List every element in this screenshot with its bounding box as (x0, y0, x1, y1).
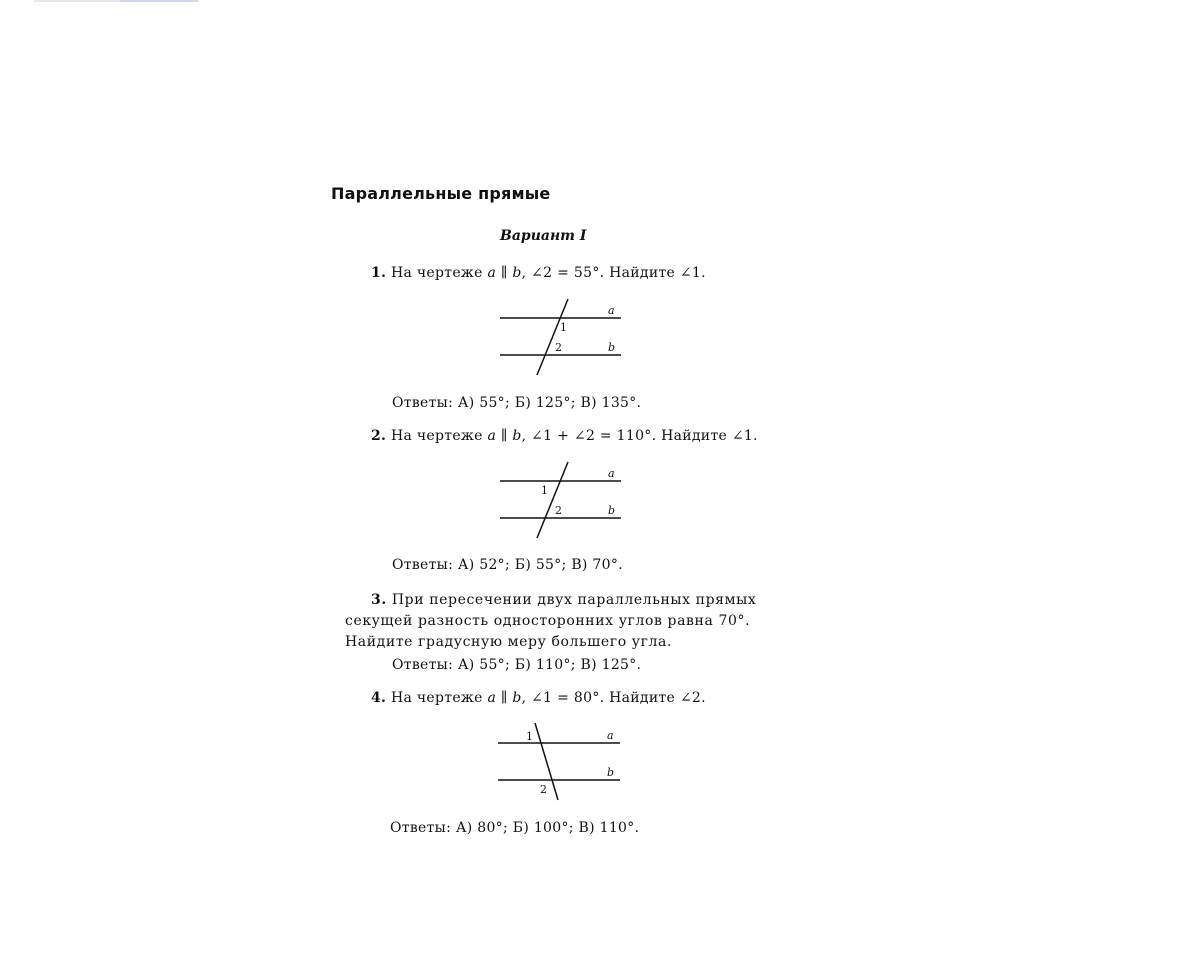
transversal (537, 462, 568, 538)
problem-2-statement (371, 428, 758, 444)
label-angle-1: 1 (526, 730, 533, 743)
parallel-sign: ∥ (496, 428, 513, 444)
problem-1-figure (495, 295, 625, 380)
variant-heading: Вариант I (500, 228, 587, 244)
problem-2-answers: Ответы: А) 52°; Б) 55°; В) 70°. (392, 557, 623, 573)
problem-number: 4. (371, 690, 387, 706)
problem-condition: , ∠1 + ∠2 = 110°. Найдите ∠1. (521, 428, 758, 444)
label-line-b: b (608, 504, 616, 517)
problem-4-figure (493, 720, 628, 805)
top-scroll-indicator (34, 0, 198, 2)
problem-text: На чертеже (386, 690, 488, 706)
page-title: Параллельные прямые (331, 184, 551, 203)
top-scroll-indicator-segment (120, 0, 198, 2)
problem-3-answers: Ответы: А) 55°; Б) 110°; В) 125°. (392, 657, 642, 673)
var-a: a (487, 265, 497, 281)
problem-4-answers: Ответы: А) 80°; Б) 100°; В) 110°. (390, 820, 640, 836)
problem-text: На чертеже (386, 265, 488, 281)
label-line-a: a (608, 304, 615, 317)
var-a: a (487, 690, 497, 706)
problem-condition: , ∠1 = 80°. Найдите ∠2. (521, 690, 706, 706)
problem-text: На чертеже (386, 428, 488, 444)
problem-3-line-3: Найдите градусную меру большего угла. (345, 634, 673, 650)
problem-number: 3. (371, 592, 387, 608)
label-angle-1: 1 (541, 484, 548, 497)
label-angle-2: 2 (555, 504, 562, 517)
problem-text: При пересечении двух параллельных прямых (386, 592, 757, 608)
transversal (537, 299, 568, 375)
var-b: b (512, 428, 522, 444)
label-line-b: b (608, 341, 616, 354)
label-line-b: b (607, 766, 615, 779)
var-b: b (512, 690, 522, 706)
label-angle-1: 1 (560, 321, 567, 334)
label-line-a: a (608, 467, 615, 480)
problem-1-answers: Ответы: А) 55°; Б) 125°; В) 135°. (392, 395, 642, 411)
problem-condition: , ∠2 = 55°. Найдите ∠1. (521, 265, 706, 281)
parallel-sign: ∥ (496, 265, 513, 281)
problem-1-statement (371, 265, 706, 281)
problem-number: 1. (371, 265, 387, 281)
problem-2-figure (495, 458, 625, 543)
label-angle-2: 2 (540, 783, 547, 796)
problem-number: 2. (371, 428, 387, 444)
label-line-a: a (607, 729, 614, 742)
label-angle-2: 2 (555, 341, 562, 354)
problem-3-line-2: секущей разность односторонних углов равна 70°. (345, 613, 751, 629)
var-b: b (512, 265, 522, 281)
var-a: a (487, 428, 497, 444)
problem-4-statement (371, 690, 706, 706)
problem-3-line-1 (371, 590, 756, 611)
parallel-sign: ∥ (496, 690, 513, 706)
